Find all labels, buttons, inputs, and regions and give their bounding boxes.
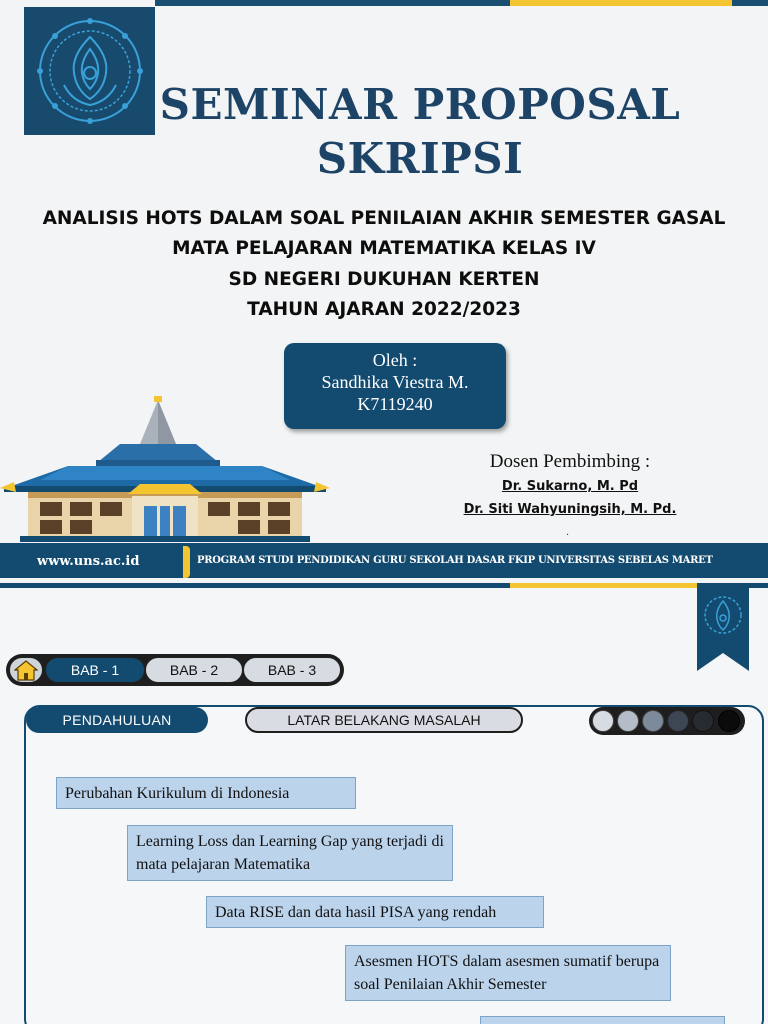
tab-bab-1[interactable]: BAB - 1 bbox=[45, 657, 145, 683]
subtitle-line-2: MATA PELAJARAN MATEMATIKA KELAS IV bbox=[172, 238, 596, 259]
subtitle-line-3: SD NEGERI DUKUHAN KERTEN bbox=[228, 269, 540, 290]
campus-building-illustration bbox=[0, 396, 330, 546]
tab-bab-2[interactable]: BAB - 2 bbox=[145, 657, 243, 683]
progress-dot-2[interactable] bbox=[617, 710, 639, 732]
progress-dot-3[interactable] bbox=[642, 710, 664, 732]
progress-dot-1[interactable] bbox=[592, 710, 614, 732]
top-accent-bar bbox=[0, 583, 510, 588]
subtitle-line-4: TAHUN AJARAN 2022/2023 bbox=[247, 299, 521, 320]
subtitle-line-1: ANALISIS HOTS DALAM SOAL PENILAIAN AKHIR SEMESTER GASAL bbox=[42, 208, 726, 229]
progress-dot-6[interactable] bbox=[718, 710, 740, 732]
supervisor-heading: Dosen Pembimbing : bbox=[489, 451, 651, 472]
logo-bookmark bbox=[697, 583, 749, 671]
trailing-dot: . bbox=[566, 527, 570, 538]
footer-program-text: PROGRAM STUDI PENDIDIKAN GURU SEKOLAH DASAR FKIP UNIVERSITAS SEBELAS MARET bbox=[197, 555, 713, 566]
list-item: Data RISE dan data hasil PISA yang rendah bbox=[206, 896, 544, 928]
author-nim: K7119240 bbox=[357, 394, 433, 414]
top-accent-bar-end bbox=[732, 0, 768, 6]
author-label: Oleh : bbox=[372, 350, 418, 370]
top-accent-bar-gold bbox=[510, 0, 732, 6]
list-item-partial bbox=[480, 1016, 725, 1024]
top-accent-bar bbox=[155, 0, 510, 6]
top-accent-bar-gold bbox=[510, 583, 700, 588]
supervisor-name-2: Dr. Siti Wahyuningsih, M. Pd. bbox=[463, 502, 677, 517]
title-line-2: SKRIPSI bbox=[316, 134, 524, 183]
list-item: Learning Loss dan Learning Gap yang terjadi di mata pelajaran Matematika bbox=[127, 825, 453, 881]
content-slide bbox=[0, 583, 768, 1024]
author-name: Sandhika Viestra M. bbox=[321, 372, 469, 392]
page-title bbox=[150, 78, 690, 186]
home-icon bbox=[14, 659, 38, 681]
uns-seal-icon bbox=[34, 15, 146, 127]
progress-dot-5[interactable] bbox=[692, 710, 714, 732]
footer-url-link[interactable]: www.uns.ac.id bbox=[37, 554, 140, 569]
section-label: PENDAHULUAN bbox=[26, 707, 208, 733]
list-item: Asesmen HOTS dalam asesmen sumatif berupa soal Penilaian Akhir Semester bbox=[345, 945, 671, 1001]
list-item: Perubahan Kurikulum di Indonesia bbox=[56, 777, 356, 809]
topic-label: LATAR BELAKANG MASALAH bbox=[245, 707, 523, 733]
university-logo bbox=[24, 7, 155, 135]
home-tab[interactable] bbox=[9, 657, 43, 683]
tab-bab-3[interactable]: BAB - 3 bbox=[243, 657, 341, 683]
title-line-1: SEMINAR PROPOSAL bbox=[159, 80, 681, 129]
progress-dot-4[interactable] bbox=[667, 710, 689, 732]
supervisor-name-1: Dr. Sukarno, M. Pd bbox=[501, 479, 639, 494]
